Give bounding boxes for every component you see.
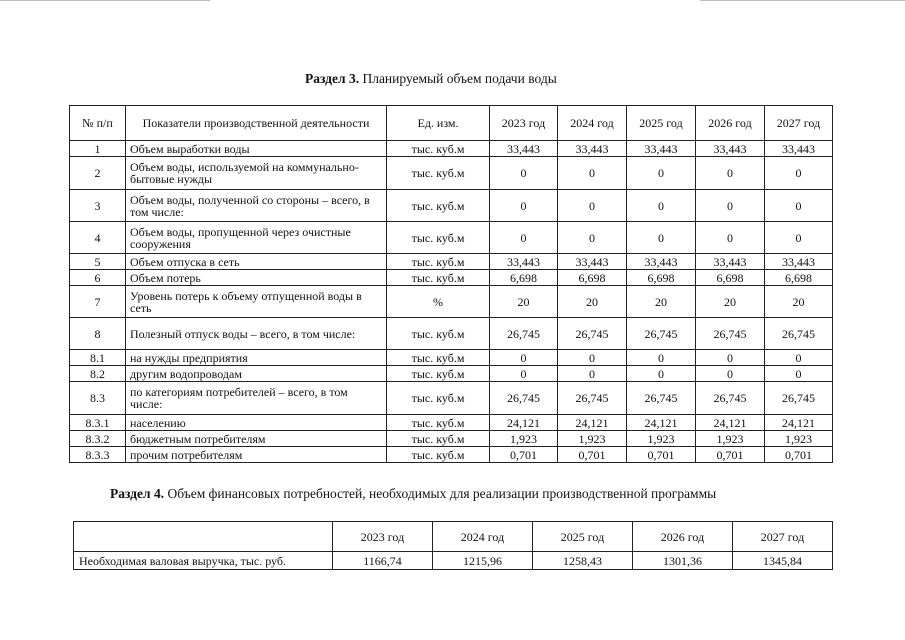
- row-unit: тыс. куб.м: [387, 254, 490, 270]
- row-value-2023: 26,745: [490, 382, 558, 415]
- row-value-2025: 0: [627, 350, 696, 366]
- row-value-2025: 20: [627, 286, 696, 318]
- row-value-2026: 24,121: [696, 415, 765, 431]
- row-value-2024: 33,443: [558, 141, 627, 157]
- row-value-2024: 0: [558, 366, 627, 382]
- row-indicator: Объем выработки воды: [126, 141, 387, 157]
- row-unit: тыс. куб.м: [387, 415, 490, 431]
- water-supply-table: [69, 105, 833, 463]
- table-row: [70, 141, 833, 157]
- row-value-2025: 26,745: [627, 318, 696, 350]
- page-top-line-right: [700, 0, 905, 1]
- row-indicator: на нужды предприятия: [126, 350, 387, 366]
- revenue-2024: 1215,96: [433, 552, 533, 570]
- row-value-2026: 20: [696, 286, 765, 318]
- table-row: [70, 157, 833, 190]
- row-indicator: бюджетным потребителям: [126, 431, 387, 447]
- col-header-2026: 2026 год: [633, 522, 733, 552]
- row-value-2023: 0: [490, 190, 558, 222]
- row-value-2027: 0: [765, 222, 833, 254]
- row-value-2025: 0: [627, 157, 696, 190]
- row-value-2026: 26,745: [696, 318, 765, 350]
- row-number: 6: [70, 270, 126, 286]
- row-value-2023: 0: [490, 222, 558, 254]
- row-indicator: прочим потребителям: [126, 447, 387, 463]
- section3-title: Планируемый объем подачи воды: [362, 71, 557, 86]
- row-value-2023: 6,698: [490, 270, 558, 286]
- table-row: [70, 254, 833, 270]
- row-value-2027: 0: [765, 190, 833, 222]
- section4-title: Объем финансовых потребностей, необходимых для реализации производственной программы: [167, 486, 717, 501]
- row-value-2026: 0,701: [696, 447, 765, 463]
- row-value-2023: 0: [490, 350, 558, 366]
- col-header-2023: 2023 год: [333, 522, 433, 552]
- table-row: [70, 270, 833, 286]
- table-row: [70, 286, 833, 318]
- row-value-2026: 0: [696, 157, 765, 190]
- row-number: 8.2: [70, 366, 126, 382]
- col-header-unit: Ед. изм.: [387, 106, 490, 141]
- revenue-2025: 1258,43: [533, 552, 633, 570]
- row-indicator: Объем отпуска в сеть: [126, 254, 387, 270]
- table-row: [70, 366, 833, 382]
- row-value-2027: 33,443: [765, 254, 833, 270]
- financial-needs-table: [73, 521, 833, 570]
- row-indicator: Объем воды, полученной со стороны – всего, в том числе:: [126, 190, 387, 222]
- row-unit: тыс. куб.м: [387, 366, 490, 382]
- row-value-2025: 0: [627, 366, 696, 382]
- row-value-2027: 0: [765, 157, 833, 190]
- row-value-2026: 6,698: [696, 270, 765, 286]
- row-value-2024: 26,745: [558, 382, 627, 415]
- row-value-2027: 0,701: [765, 447, 833, 463]
- row-value-2023: 1,923: [490, 431, 558, 447]
- row-value-2024: 0: [558, 157, 627, 190]
- row-indicator: населению: [126, 415, 387, 431]
- row-number: 8: [70, 318, 126, 350]
- row-value-2026: 0: [696, 366, 765, 382]
- row-value-2025: 33,443: [627, 254, 696, 270]
- row-value-2024: 20: [558, 286, 627, 318]
- row-value-2026: 1,923: [696, 431, 765, 447]
- row-number: 1: [70, 141, 126, 157]
- page-top-line: [0, 0, 210, 1]
- section3-prefix: Раздел 3.: [305, 71, 360, 86]
- row-value-2023: 33,443: [490, 254, 558, 270]
- col-header-2023: 2023 год: [490, 106, 558, 141]
- row-value-2027: 6,698: [765, 270, 833, 286]
- row-value-2024: 0: [558, 190, 627, 222]
- row-value-2026: 0: [696, 222, 765, 254]
- row-value-2026: 0: [696, 350, 765, 366]
- row-value-2023: 33,443: [490, 141, 558, 157]
- row-value-2025: 26,745: [627, 382, 696, 415]
- row-value-2024: 26,745: [558, 318, 627, 350]
- row-value-2027: 20: [765, 286, 833, 318]
- revenue-2026: 1301,36: [633, 552, 733, 570]
- row-value-2026: 0: [696, 190, 765, 222]
- revenue-label: Необходимая валовая выручка, тыс. руб.: [74, 552, 333, 570]
- table-row: [70, 350, 833, 366]
- row-number: 2: [70, 157, 126, 190]
- row-number: 8.3.1: [70, 415, 126, 431]
- table-row: [70, 447, 833, 463]
- row-indicator: Полезный отпуск воды – всего, в том числе:: [126, 318, 387, 350]
- revenue-2023: 1166,74: [333, 552, 433, 570]
- row-indicator: Объем воды, пропущенной через очистные сооружения: [126, 222, 387, 254]
- col-header-blank: [74, 522, 333, 552]
- row-value-2024: 33,443: [558, 254, 627, 270]
- row-value-2025: 0,701: [627, 447, 696, 463]
- row-value-2025: 1,923: [627, 431, 696, 447]
- row-unit: тыс. куб.м: [387, 141, 490, 157]
- row-value-2027: 26,745: [765, 382, 833, 415]
- col-header-2026: 2026 год: [696, 106, 765, 141]
- row-unit: %: [387, 286, 490, 318]
- section4-prefix: Раздел 4.: [110, 486, 165, 501]
- row-number: 7: [70, 286, 126, 318]
- row-value-2024: 0,701: [558, 447, 627, 463]
- section4-heading: [110, 486, 716, 502]
- row-number: 5: [70, 254, 126, 270]
- row-value-2027: 26,745: [765, 318, 833, 350]
- row-value-2025: 0: [627, 222, 696, 254]
- row-unit: тыс. куб.м: [387, 447, 490, 463]
- col-header-indicator: Показатели производственной деятельности: [126, 106, 387, 141]
- row-unit: тыс. куб.м: [387, 270, 490, 286]
- col-header-2027: 2027 год: [733, 522, 833, 552]
- row-value-2027: 0: [765, 350, 833, 366]
- row-value-2023: 24,121: [490, 415, 558, 431]
- row-indicator: Объем потерь: [126, 270, 387, 286]
- row-unit: тыс. куб.м: [387, 222, 490, 254]
- revenue-2027: 1345,84: [733, 552, 833, 570]
- row-number: 8.3: [70, 382, 126, 415]
- row-unit: тыс. куб.м: [387, 318, 490, 350]
- row-value-2023: 26,745: [490, 318, 558, 350]
- row-value-2027: 1,923: [765, 431, 833, 447]
- table-row: [70, 431, 833, 447]
- col-header-2024: 2024 год: [558, 106, 627, 141]
- row-indicator: по категориям потребителей – всего, в том числе:: [126, 382, 387, 415]
- table-row: [70, 190, 833, 222]
- row-value-2023: 20: [490, 286, 558, 318]
- col-header-num: № п/п: [70, 106, 126, 141]
- row-value-2025: 33,443: [627, 141, 696, 157]
- row-unit: тыс. куб.м: [387, 157, 490, 190]
- row-number: 4: [70, 222, 126, 254]
- row-number: 8.1: [70, 350, 126, 366]
- table-header-row: [74, 522, 833, 552]
- table-row: [74, 552, 833, 570]
- row-value-2023: 0,701: [490, 447, 558, 463]
- row-value-2027: 33,443: [765, 141, 833, 157]
- row-indicator: Уровень потерь к объему отпущенной воды в сеть: [126, 286, 387, 318]
- row-value-2027: 0: [765, 366, 833, 382]
- row-value-2023: 0: [490, 366, 558, 382]
- row-value-2023: 0: [490, 157, 558, 190]
- table-row: [70, 382, 833, 415]
- col-header-2025: 2025 год: [533, 522, 633, 552]
- row-indicator: другим водопроводам: [126, 366, 387, 382]
- section3-heading: [305, 71, 557, 87]
- row-value-2026: 33,443: [696, 254, 765, 270]
- row-value-2024: 6,698: [558, 270, 627, 286]
- col-header-2027: 2027 год: [765, 106, 833, 141]
- table-row: [70, 222, 833, 254]
- row-number: 8.3.3: [70, 447, 126, 463]
- row-value-2025: 6,698: [627, 270, 696, 286]
- row-value-2024: 1,923: [558, 431, 627, 447]
- row-value-2026: 33,443: [696, 141, 765, 157]
- row-value-2024: 0: [558, 350, 627, 366]
- table-row: [70, 415, 833, 431]
- row-value-2024: 0: [558, 222, 627, 254]
- row-value-2024: 24,121: [558, 415, 627, 431]
- row-indicator: Объем воды, используемой на коммунально-бытовые нужды: [126, 157, 387, 190]
- row-number: 3: [70, 190, 126, 222]
- row-unit: тыс. куб.м: [387, 190, 490, 222]
- row-unit: тыс. куб.м: [387, 382, 490, 415]
- col-header-2024: 2024 год: [433, 522, 533, 552]
- col-header-2025: 2025 год: [627, 106, 696, 141]
- row-value-2026: 26,745: [696, 382, 765, 415]
- row-value-2025: 24,121: [627, 415, 696, 431]
- table-header-row: [70, 106, 833, 141]
- row-unit: тыс. куб.м: [387, 350, 490, 366]
- row-unit: тыс. куб.м: [387, 431, 490, 447]
- row-number: 8.3.2: [70, 431, 126, 447]
- row-value-2027: 24,121: [765, 415, 833, 431]
- table-row: [70, 318, 833, 350]
- row-value-2025: 0: [627, 190, 696, 222]
